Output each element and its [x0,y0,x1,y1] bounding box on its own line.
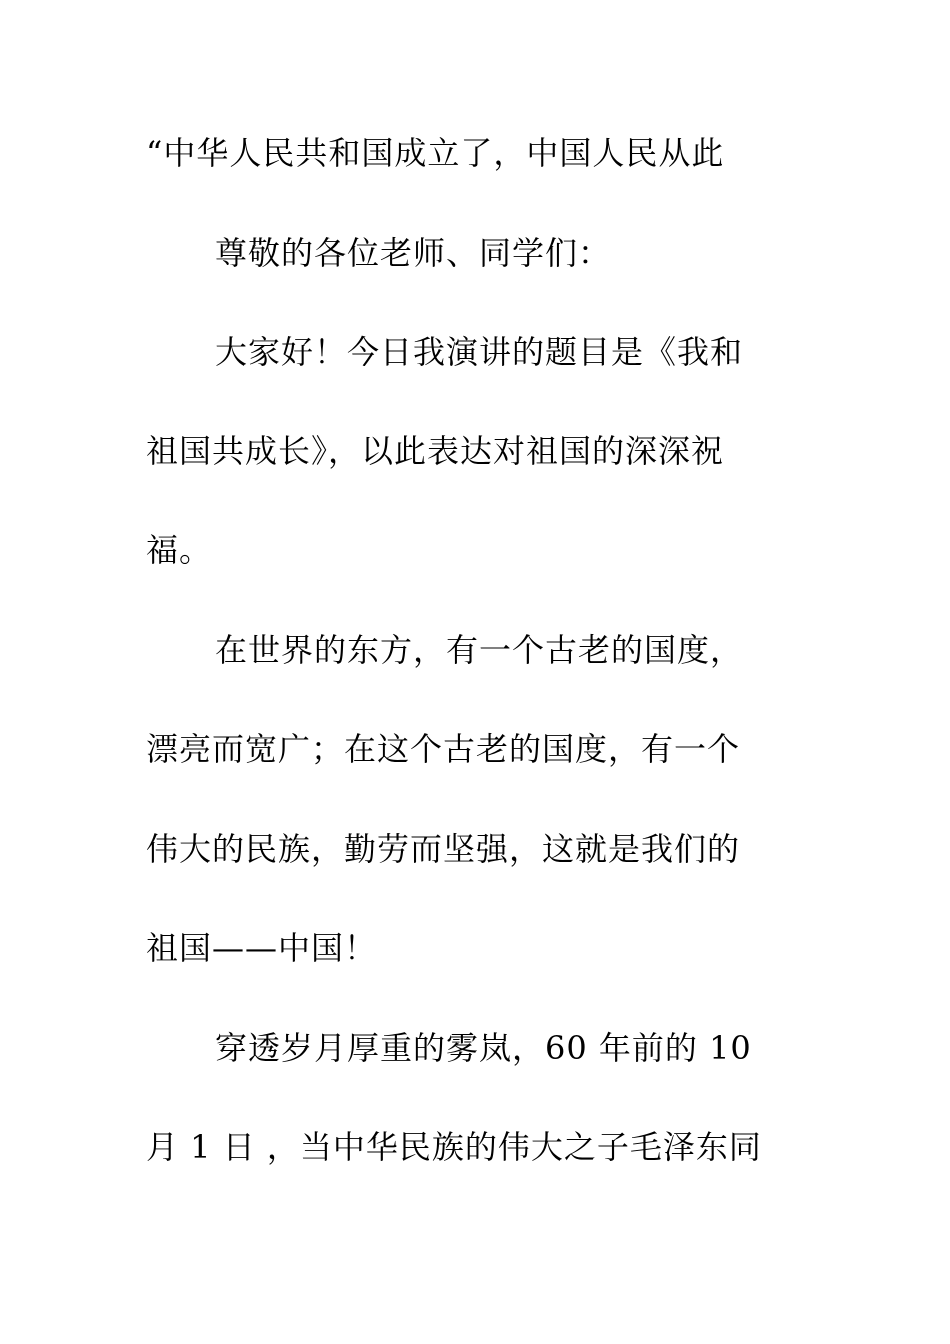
text-line-6: 在世界的东方，有一个古老的国度， [215,631,744,669]
text-line-11: 月 1 日 ，当中华民族的伟大之子毛泽东同 [146,1128,762,1166]
text-line-1: “中华人民共和国成立了，中国人民从此 [146,134,725,172]
text-line-5: 福。 [146,531,213,569]
text-line-4: 祖国共成长》，以此表达对祖国的深深祝 [146,432,725,470]
text-line-9: 祖国——中国！ [146,929,378,967]
text-line-8: 伟大的民族，勤劳而坚强，这就是我们的 [146,830,741,868]
text-line-10: 穿透岁月厚重的雾岚，60 年前的 10 [215,1029,752,1067]
text-line-3: 大家好！今日我演讲的题目是《我和 [215,333,744,371]
text-line-7: 漂亮而宽广；在这个古老的国度，有一个 [146,730,741,768]
text-line-2: 尊敬的各位老师、同学们： [215,234,612,272]
